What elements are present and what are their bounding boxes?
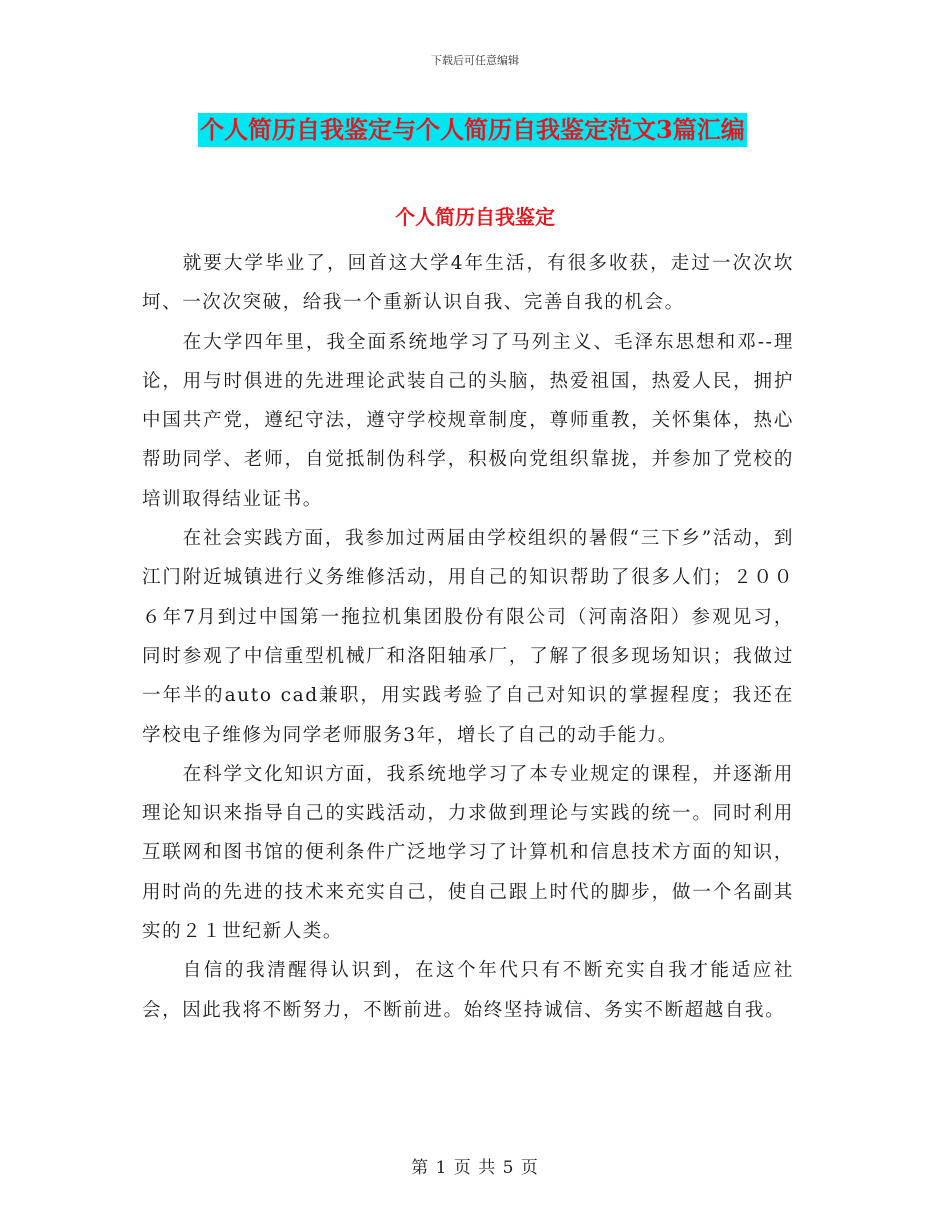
- header-note: 下载后可任意编辑: [431, 54, 519, 67]
- document-title: 个人简历自我鉴定与个人简历自我鉴定范文3篇汇编: [198, 113, 747, 147]
- document-body: [142, 244, 794, 1030]
- page-footer: 第 1 页 共 5 页: [411, 1158, 539, 1178]
- paragraph: 在社会实践方面，我参加过两届由学校组织的暑假“三下乡”活动，到江门附近城镇进行义务维修活动，用自己的知识帮助了很多人们；２００６年7月到过中国第一拖拉机集团股份有限公司（河南洛阳）参观见习，同时参观了中信重型机械厂和洛阳轴承厂，了解了很多现场知识；我做过一年半的auto cad兼职，用实践考验了自己对知识的掌握程度；我还在学校电子维修为同学老师服务3年，增长了自己的动手能力。: [142, 528, 794, 746]
- paragraph: 就要大学毕业了，回首这大学4年生活，有很多收获，走过一次次坎坷、一次次突破，给我一个重新认识自我、完善自我的机会。: [142, 253, 794, 314]
- paragraph: 自信的我清醒得认识到，在这个年代只有不断充实自我才能适应社会，因此我将不断努力，不断前进。始终坚持诚信、务实不断超越自我。: [142, 960, 794, 1021]
- paragraph: 在大学四年里，我全面系统地学习了马列主义、毛泽东思想和邓--理论，用与时俱进的先进理论武装自己的头脑，热爱祖国，热爱人民，拥护中国共产党，遵纪守法，遵守学校规章制度，尊师重教，关怀集体，热心帮助同学、老师，自觉抵制伪科学，积极向党组织靠拢，并参加了党校的培训取得结业证书。: [142, 331, 794, 510]
- section-title: 个人简历自我鉴定: [395, 205, 555, 229]
- paragraph: 在科学文化知识方面，我系统地学习了本专业规定的课程，并逐渐用理论知识来指导自己的实践活动，力求做到理论与实践的统一。同时利用互联网和图书馆的便利条件广泛地学习了计算机和信息技术方面的知识，用时尚的先进的技术来充实自己，使自己跟上时代的脚步，做一个名副其实的２１世纪新人类。: [142, 763, 794, 943]
